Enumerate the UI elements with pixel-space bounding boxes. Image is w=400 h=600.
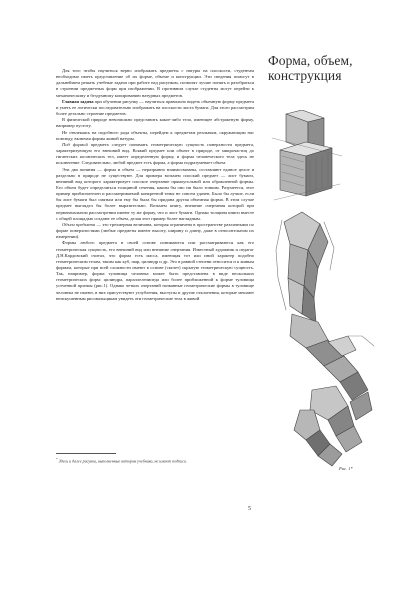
paragraph: В физической природе невозможно представить какое-либо тело, имеющее абстрактную форму, например пустоту. [56,117,254,129]
italic-term: Объем предмета [62,221,96,227]
body-text [56,68,254,302]
paragraph: Не отвлекаясь на подобного рода объекты, перейдем к предметам реальным, окружающим нас повсюду, включая формы живой натуры. [56,129,254,141]
paragraph [56,99,254,117]
paragraph [56,142,254,167]
footnote [56,457,254,463]
italic-term: Под формой [62,141,88,147]
paragraph: Формы любого предмета в своей основе понимаются или рассматриваются как его геометрическая сущность, его внешний вид или внешние очертания. Известный художник и педагог Д.Н.Кардовский считал, что форма есть масса, имеющая тот или иной характер подобно геометрическим телам, таким как куб, шар, цилиндр и др. Это в равной степени относится и к живым формам, которые при всей сложности имеют в основе (скелет) скрытую геометрическую сущность. Так, например, форма туловища человека может быть представлена в виде нескольких геометрических форм: цилиндра, параллелепипеда или более приближенной к форме туловища усеченной призмы (рис.1). Однако четких очертаний названные геометрические формы в туловище человека не имеют, в них присутствуют углубления, выступы и другие отклонения, которые мешают неискушенным рисовальщикам увидеть эти геометрические тела в живой [56,240,254,301]
footnote-mark: * [56,457,58,461]
page-number: 5 [248,506,251,512]
footnote-divider [56,453,116,454]
heading-line: Форма, объем, [268,53,353,68]
section-heading [268,53,388,83]
footnote-text: Здесь и далее рисунки, выполненные автором учебника, не имеют подписи. [58,458,188,464]
paragraph-text: — это трехмерная величина, которая ограничена в пространстве различными по форме поверхностями (любые предметы имеют высоту, ширину и длину, даже в относительном их измерении). [56,221,254,240]
figure-caption: Рис. 1* [339,466,353,471]
block-sketch [272,110,342,200]
paragraph: Для того чтобы научиться верно изображать предметы с натуры на плоскости, студентам необходимо иметь представление об их форме, объеме и конструкции. Эти сведения помогут в дальнейшем решать учебные задачи при работе над рисунком, позволят лучше понять и разобраться в строении предметных форм при изображении. В противном случае студенты могут перейти к механическому и бездумному копированию натурных предметов. [56,68,254,98]
figure-sketch [262,110,392,480]
paragraph [56,222,254,240]
torso-sketch [276,212,334,322]
paragraph-text: при обучении рисунку — научиться правильно видеть объемную форму предмета и уметь ее логически последовательно изображать на плоскости листа бумаги. Для этого рассмотрим более детально строение предметов. [56,98,254,117]
paragraph-text: предмета следует понимать геометрическую сущность поверхности предмета, характеризующую его внешний вид. Всякий предмет или объект в природе, от микрочастиц до гигантских космических тел, имеет определенную форму, и форма человеческого тела здесь не исключение. Следовательно, любой предмет есть форма, а форма подразумевает объем. [56,141,255,166]
heading-line: конструкция [268,68,342,83]
paragraph: Эти два понятия — форма и объем — неразрывно взаимосвязаны, составляют единое целое и раздельно в природе не существуют. Для примера возьмем плоский предмет — лист бумаги, внешний вид которого характеризует плоское очертание прямоугольной или обрамленной формы. Его объем будет определяться толщиной сечения, каким бы оно ни было тонким. Разумеется, этот пример приблизителен и рассматриваемой конкретной темы не совсем удачен. Было бы лучше, если бы лист бумаги был смятым или ему бы была бы придана другая объемная форма. В этом случае предмет выглядел бы более выразительно. Возьмем книгу, внешние очертания которой при первоначальном рассмотрении имеют ту же форму, что и лист бумаги. Однако толщина книги вместе с общей площадью создают ее объем, делая этот пример более наглядным. [56,166,254,221]
bold-term: Главная задача [62,98,94,104]
